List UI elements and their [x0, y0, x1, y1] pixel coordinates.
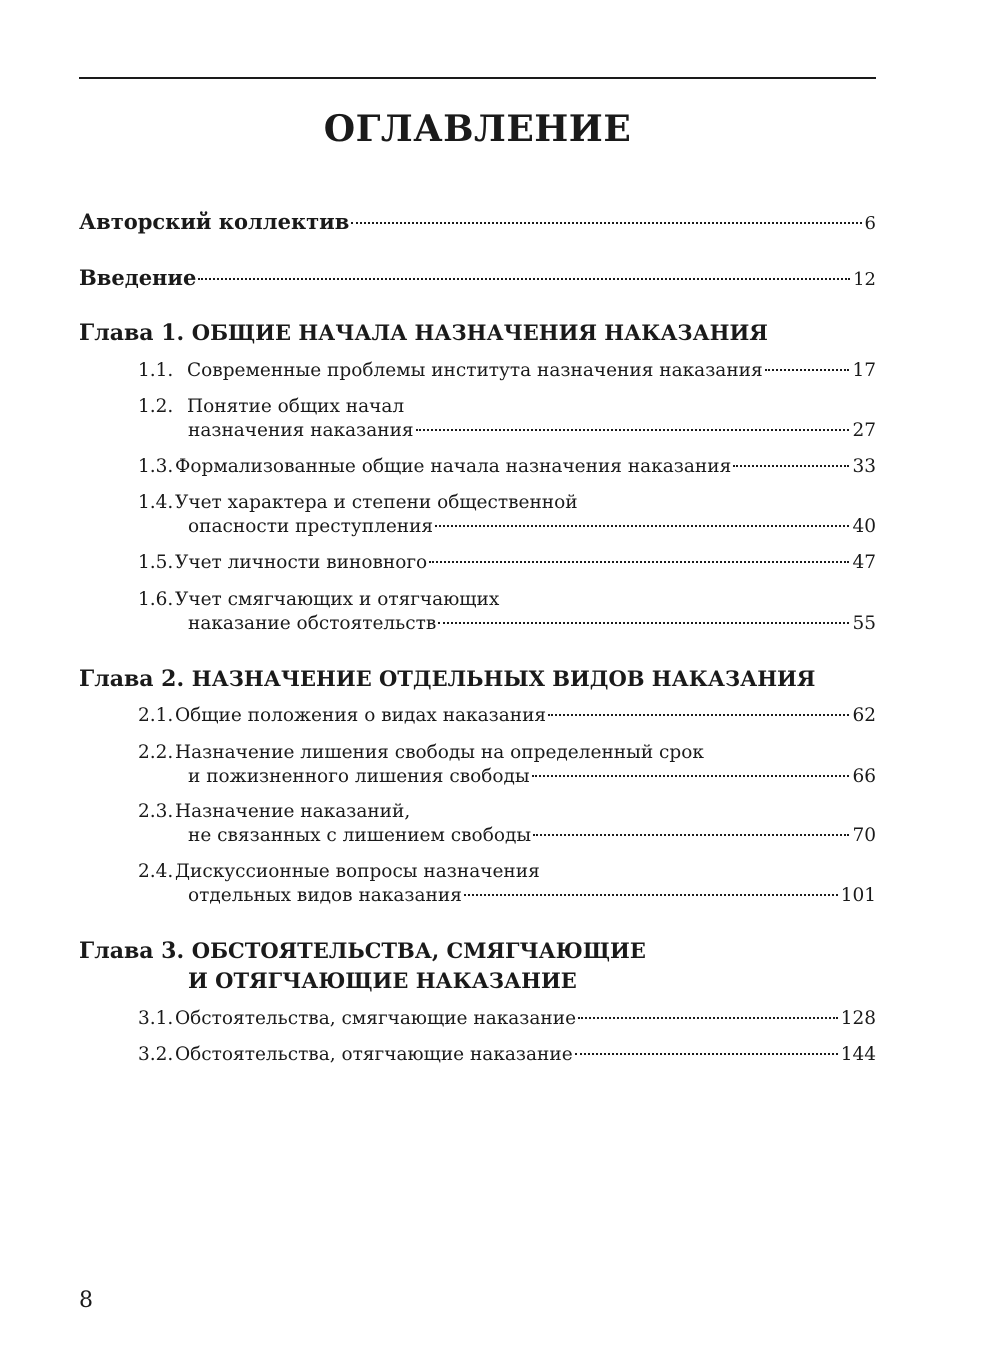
dot-leader [351, 222, 861, 224]
section-title: Общие положения о видах наказания [175, 705, 547, 726]
section-title: Учет характера и степени общественной [175, 492, 578, 513]
dot-leader [575, 1053, 838, 1055]
section-title: Назначение наказаний, [175, 801, 411, 822]
toc-section-1-4[interactable] [188, 516, 876, 537]
toc-page-number: 70 [852, 825, 876, 846]
toc-section-2-2[interactable] [188, 766, 876, 787]
chapter-3-heading-cont[interactable] [188, 968, 577, 993]
section-number: 3.1. [138, 1008, 174, 1029]
toc-section-1-2-first-line[interactable] [138, 396, 404, 417]
section-title-cont: отдельных видов наказания [188, 885, 462, 906]
chapter-label: Глава 3. [79, 938, 185, 964]
toc-section-1-2[interactable] [188, 420, 876, 441]
section-number: 2.3. [138, 801, 174, 822]
toc-page-number: 33 [852, 456, 876, 477]
top-rule [79, 77, 876, 79]
page-number: 8 [79, 1288, 93, 1313]
page-title: ОГЛАВЛЕНИЕ [323, 108, 632, 150]
section-number: 1.1. [138, 360, 174, 381]
toc-section-3-1[interactable] [138, 1008, 876, 1029]
section-title-cont: не связанных с лишением свободы [188, 825, 532, 846]
chapter-3-heading[interactable] [79, 938, 646, 964]
toc-page-number: 55 [852, 613, 876, 634]
toc-entry-introduction[interactable] [79, 265, 876, 290]
section-title: Учет личности виновного [175, 552, 428, 573]
toc-section-1-5[interactable] [138, 552, 876, 573]
section-title-cont: опасности преступления [188, 516, 434, 537]
toc-page-number: 12 [853, 269, 876, 290]
toc-page-number: 47 [852, 552, 876, 573]
toc-page-number: 66 [852, 766, 876, 787]
toc-page-number: 17 [852, 360, 876, 381]
dot-leader [435, 525, 849, 527]
toc-section-1-6[interactable] [188, 613, 876, 634]
toc-section-1-3[interactable] [138, 456, 876, 477]
section-title-cont: назначения наказания [188, 420, 414, 441]
dot-leader [765, 369, 850, 371]
section-title: Современные проблемы института назначения наказания [187, 360, 763, 381]
section-title: Назначение лишения свободы на определенный срок [175, 742, 704, 763]
dot-leader [438, 622, 849, 624]
dot-leader [429, 561, 849, 563]
section-number: 3.2. [138, 1044, 174, 1065]
dot-leader [578, 1017, 838, 1019]
dot-leader [464, 894, 838, 896]
section-title-cont: наказание обстоятельств [188, 613, 437, 634]
chapter-title: ОБСТОЯТЕЛЬСТВА, СМЯГЧАЮЩИЕ [191, 938, 646, 963]
chapter-title: НАЗНАЧЕНИЕ ОТДЕЛЬНЫХ ВИДОВ НАКАЗАНИЯ [191, 666, 816, 691]
toc-page-number: 128 [840, 1008, 876, 1029]
chapter-2-heading[interactable] [79, 666, 815, 692]
section-title: Учет смягчающих и отягчающих [175, 589, 500, 610]
chapter-title: ОБЩИЕ НАЧАЛА НАЗНАЧЕНИЯ НАКАЗАНИЯ [191, 320, 768, 345]
chapter-title-cont: И ОТЯГЧАЮЩИЕ НАКАЗАНИЕ [188, 968, 577, 993]
section-number: 1.3. [138, 456, 174, 477]
toc-section-2-3-first-line[interactable] [138, 801, 410, 822]
toc-section-1-1[interactable] [138, 360, 876, 381]
toc-section-2-4[interactable] [188, 885, 876, 906]
dot-leader [533, 834, 849, 836]
toc-page-number: 27 [852, 420, 876, 441]
toc-section-2-4-first-line[interactable] [138, 861, 540, 882]
section-number: 1.5. [138, 552, 174, 573]
toc-page-number: 144 [840, 1044, 876, 1065]
section-number: 1.2. [138, 396, 174, 417]
chapter-label: Глава 2. [79, 666, 185, 692]
section-title: Понятие общих начал [187, 396, 405, 417]
section-title: Обстоятельства, отягчающие наказание [175, 1044, 573, 1065]
section-number: 2.1. [138, 705, 174, 726]
toc-entry-text: Введение [79, 265, 197, 290]
toc-entry-text: Авторский коллектив [79, 209, 350, 234]
toc-page-number: 40 [852, 516, 876, 537]
toc-page-number: 62 [852, 705, 876, 726]
section-title: Обстоятельства, смягчающие наказание [175, 1008, 577, 1029]
toc-section-1-4-first-line[interactable] [138, 492, 578, 513]
toc-section-2-3[interactable] [188, 825, 876, 846]
dot-leader [733, 465, 849, 467]
toc-section-2-2-first-line[interactable] [138, 742, 704, 763]
toc-page-number: 101 [840, 885, 876, 906]
chapter-1-heading[interactable] [79, 320, 768, 346]
dot-leader [548, 714, 849, 716]
toc-section-3-2[interactable] [138, 1044, 876, 1065]
toc-page-number: 6 [864, 213, 876, 234]
dot-leader [532, 775, 850, 777]
section-title-cont: и пожизненного лишения свободы [188, 766, 530, 787]
section-title: Формализованные общие начала назначения наказания [175, 456, 732, 477]
section-number: 1.4. [138, 492, 174, 513]
chapter-label: Глава 1. [79, 320, 185, 346]
dot-leader [198, 278, 850, 280]
section-title: Дискуссионные вопросы назначения [175, 861, 540, 882]
section-number: 2.2. [138, 742, 174, 763]
toc-section-2-1[interactable] [138, 705, 876, 726]
dot-leader [416, 429, 850, 431]
toc-entry-authors[interactable] [79, 209, 876, 234]
section-number: 2.4. [138, 861, 174, 882]
section-number: 1.6. [138, 589, 174, 610]
toc-section-1-6-first-line[interactable] [138, 589, 499, 610]
